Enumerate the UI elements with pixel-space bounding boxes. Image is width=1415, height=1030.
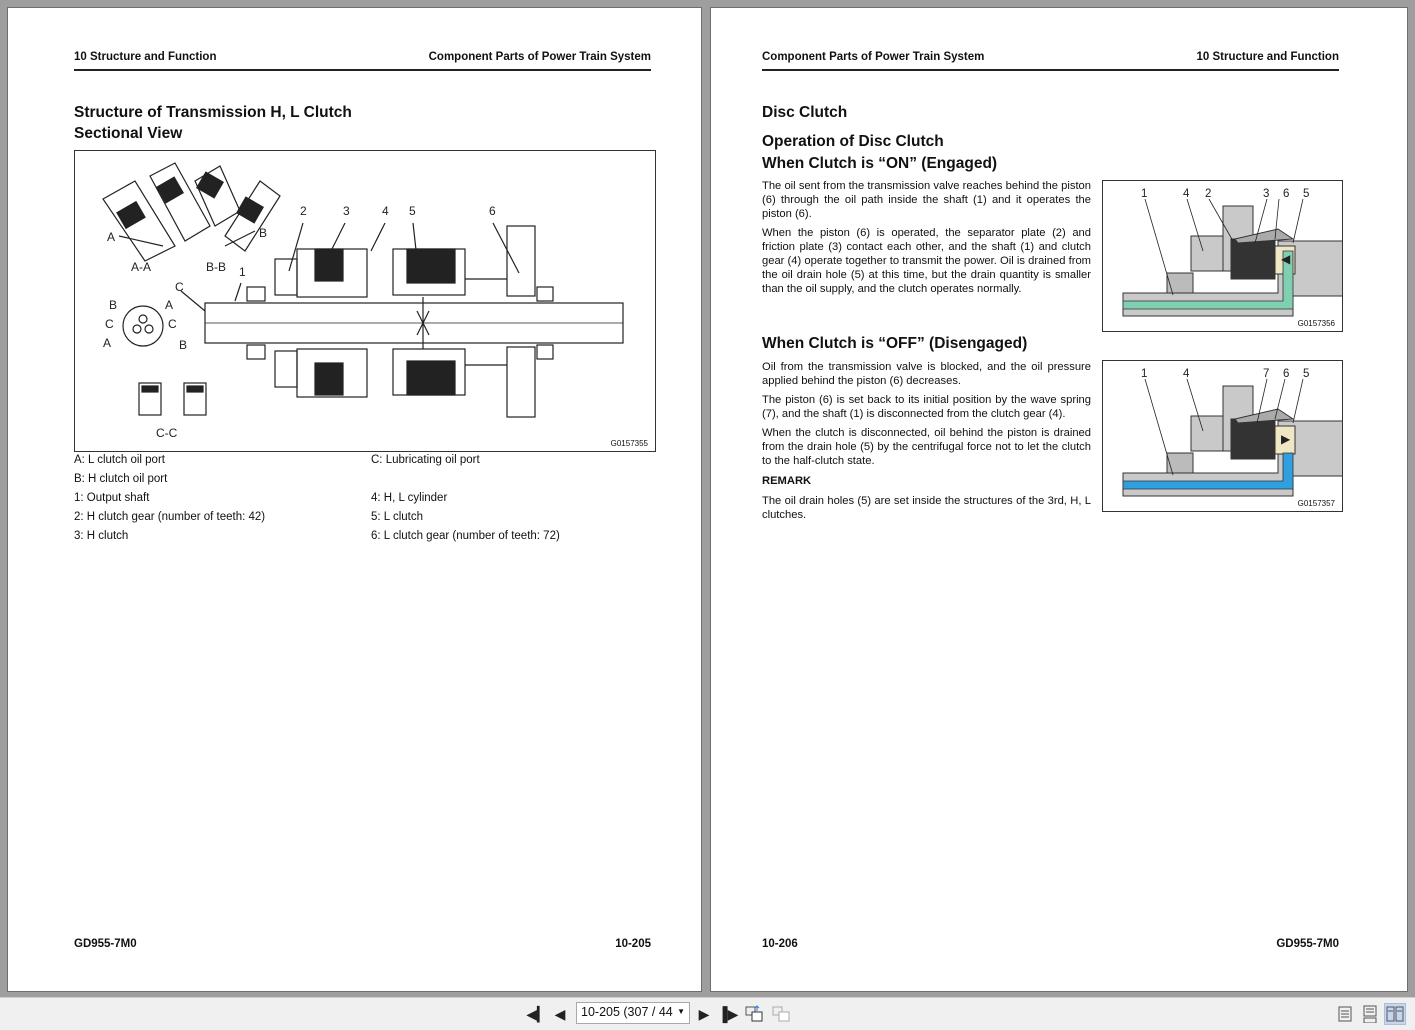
two-page-icon (1386, 1006, 1404, 1022)
legend-row (74, 530, 664, 549)
callout-5: 5 (1303, 188, 1310, 200)
chevron-down-icon: ▼ (677, 1007, 685, 1016)
previous-page-button[interactable] (553, 1004, 567, 1024)
port-label-a-2: A (165, 298, 174, 312)
section-label-c-c: C-C (156, 426, 178, 440)
callout-4: 4 (382, 204, 389, 218)
footer-model: GD955-7M0 (74, 938, 137, 950)
legend-item: 2: H clutch gear (number of teeth: 42) (74, 511, 266, 523)
page-subtitle: Sectional View (74, 125, 183, 142)
footer-model: GD955-7M0 (1276, 938, 1339, 950)
legend-item: 5: L clutch (371, 511, 423, 523)
next-view-button[interactable] (771, 1004, 791, 1024)
callout-5: 5 (409, 204, 416, 218)
first-page-button[interactable] (528, 1004, 546, 1024)
arrow-right-icon: ▶ (1281, 432, 1291, 446)
legend-item: 6: L clutch gear (number of teeth: 72) (371, 530, 560, 542)
clutch-off-figure (1102, 360, 1343, 512)
continuous-view-button[interactable] (1359, 1003, 1381, 1025)
page-title: Disc Clutch (762, 104, 848, 121)
callout-4: 4 (1183, 188, 1190, 200)
clutch-on-drawing (1103, 181, 1342, 331)
arrow-left-icon: ◀ (1281, 252, 1291, 266)
callout-3: 3 (343, 204, 350, 218)
callout-5: 5 (1303, 368, 1310, 380)
callout-2: 2 (300, 204, 307, 218)
page-number-select[interactable] (576, 1002, 690, 1024)
legend-row (74, 473, 664, 492)
port-label-b-3: B (179, 338, 188, 352)
legend-item: B: H clutch oil port (74, 473, 168, 485)
paragraph: The piston (6) is set back to its initial position by the wave spring (7), and the shaft (1) is disconnected from the clutch gear (4). (762, 394, 1091, 420)
shaft-cross-section (123, 306, 163, 346)
l-clutch-gear-upper (507, 226, 535, 296)
section-title: Operation of Disc Clutch (762, 133, 944, 150)
right-page (710, 7, 1408, 992)
clutch-off-drawing (1103, 361, 1342, 511)
callout-2: 2 (1205, 188, 1212, 200)
callout-6: 6 (1283, 368, 1290, 380)
l-clutch-gear-lower (507, 347, 535, 417)
h-clutch-pack-lower (315, 363, 343, 395)
callout-6: 6 (489, 204, 496, 218)
remark-text: The oil drain holes (5) are set inside the structures of the 3rd, H, L clutches. (762, 495, 1091, 521)
callout-3: 3 (1263, 188, 1270, 200)
page-header (74, 51, 651, 71)
sectional-view-figure (74, 150, 656, 452)
paragraph: When the clutch is disconnected, oil behind the piston is drained from the drain hole (5) by the centrifugal force not to let the clutch to the half-clutch state. (762, 427, 1091, 467)
off-text (762, 360, 1091, 527)
continuous-page-icon (1363, 1005, 1377, 1023)
l-clutch-pack-lower (407, 361, 455, 395)
two-page-view-button[interactable] (1384, 1003, 1406, 1025)
section-a-a-drawing (103, 163, 210, 261)
section-label-a-a: A-A (131, 260, 152, 274)
legend-row (74, 511, 664, 530)
next-page-button[interactable] (697, 1004, 711, 1024)
header-right: 10 Structure and Function (1196, 51, 1339, 63)
legend-item: A: L clutch oil port (74, 454, 165, 466)
legend-row (74, 454, 664, 473)
single-page-icon (1338, 1006, 1352, 1022)
callout-1: 1 (239, 265, 246, 279)
viewer-toolbar (0, 997, 1415, 1030)
transmission-clutch-drawing (75, 151, 655, 451)
last-page-icon: ▐▶ (717, 1005, 739, 1022)
callout-7: 7 (1263, 368, 1270, 380)
clutch-on-figure (1102, 180, 1343, 332)
remark-label: REMARK (762, 475, 812, 487)
header-right: Component Parts of Power Train System (428, 51, 651, 63)
last-page-button[interactable] (719, 1004, 737, 1024)
previous-page-icon: ◀ (554, 1005, 566, 1022)
next-view-icon (772, 1005, 790, 1023)
header-left: Component Parts of Power Train System (762, 51, 985, 63)
left-page (7, 7, 702, 992)
callout-6: 6 (1283, 188, 1290, 200)
page-header (762, 51, 1339, 71)
port-label-b-2: B (109, 298, 118, 312)
callout-4: 4 (1183, 368, 1190, 380)
port-label-c-2: C (105, 317, 114, 331)
clutch-discs (1231, 239, 1275, 279)
paragraph: The oil sent from the transmission valve reaches behind the piston (6) through the oil path inside the shaft (1) and it operates the piston (6). (762, 180, 1091, 220)
port-label-a-3: A (103, 336, 112, 350)
legend-item: 1: Output shaft (74, 492, 150, 504)
l-clutch-pack-upper (407, 249, 455, 283)
figure-id: G0157356 (1297, 319, 1335, 328)
callout-1: 1 (1141, 188, 1148, 200)
legend-item: 4: H, L cylinder (371, 492, 448, 504)
legend-item: 3: H clutch (74, 530, 129, 542)
off-heading: When Clutch is “OFF” (Disengaged) (762, 335, 1028, 352)
first-page-icon: ◀▎ (526, 1005, 548, 1022)
callout-1: 1 (1141, 368, 1148, 380)
previous-view-icon (745, 1005, 763, 1023)
legend-row (74, 492, 664, 511)
port-label-c: C (175, 280, 184, 294)
port-label-a: A (107, 230, 116, 244)
port-label-b: B (259, 226, 268, 240)
paragraph: When the piston (6) is operated, the separator plate (2) and friction plate (3) contact each other, and the shaft (1) and clutch gear (4) operate together to transmit the power. Oil is drained from the oil drain hole (5) at this time, but the drain quantity is smaller than the oil supply, and the clutch operates normally. (762, 227, 1091, 295)
single-page-view-button[interactable] (1334, 1003, 1356, 1025)
figure-id: G0157355 (610, 439, 648, 448)
clutch-discs (1231, 419, 1275, 459)
on-heading: When Clutch is “ON” (Engaged) (762, 155, 998, 172)
port-label-c-3: C (168, 317, 177, 331)
paragraph: Oil from the transmission valve is blocked, and the oil pressure applied behind the piston (6) decreases. (762, 361, 1091, 387)
section-b-b-drawing (195, 166, 280, 251)
legend-item: C: Lubricating oil port (371, 454, 480, 466)
figure-id: G0157357 (1297, 499, 1335, 508)
footer-page-number: 10-205 (615, 938, 651, 950)
page-number-value: 10-205 (307 / 44 (581, 1005, 673, 1019)
figure-legend (74, 454, 664, 549)
page-title: Structure of Transmission H, L Clutch (74, 104, 352, 121)
on-text (762, 179, 1091, 301)
footer-page-number: 10-206 (762, 938, 798, 950)
next-page-icon: ▶ (698, 1005, 710, 1022)
header-left: 10 Structure and Function (74, 51, 217, 63)
previous-view-button[interactable] (744, 1004, 764, 1024)
section-label-b-b: B-B (206, 260, 227, 274)
